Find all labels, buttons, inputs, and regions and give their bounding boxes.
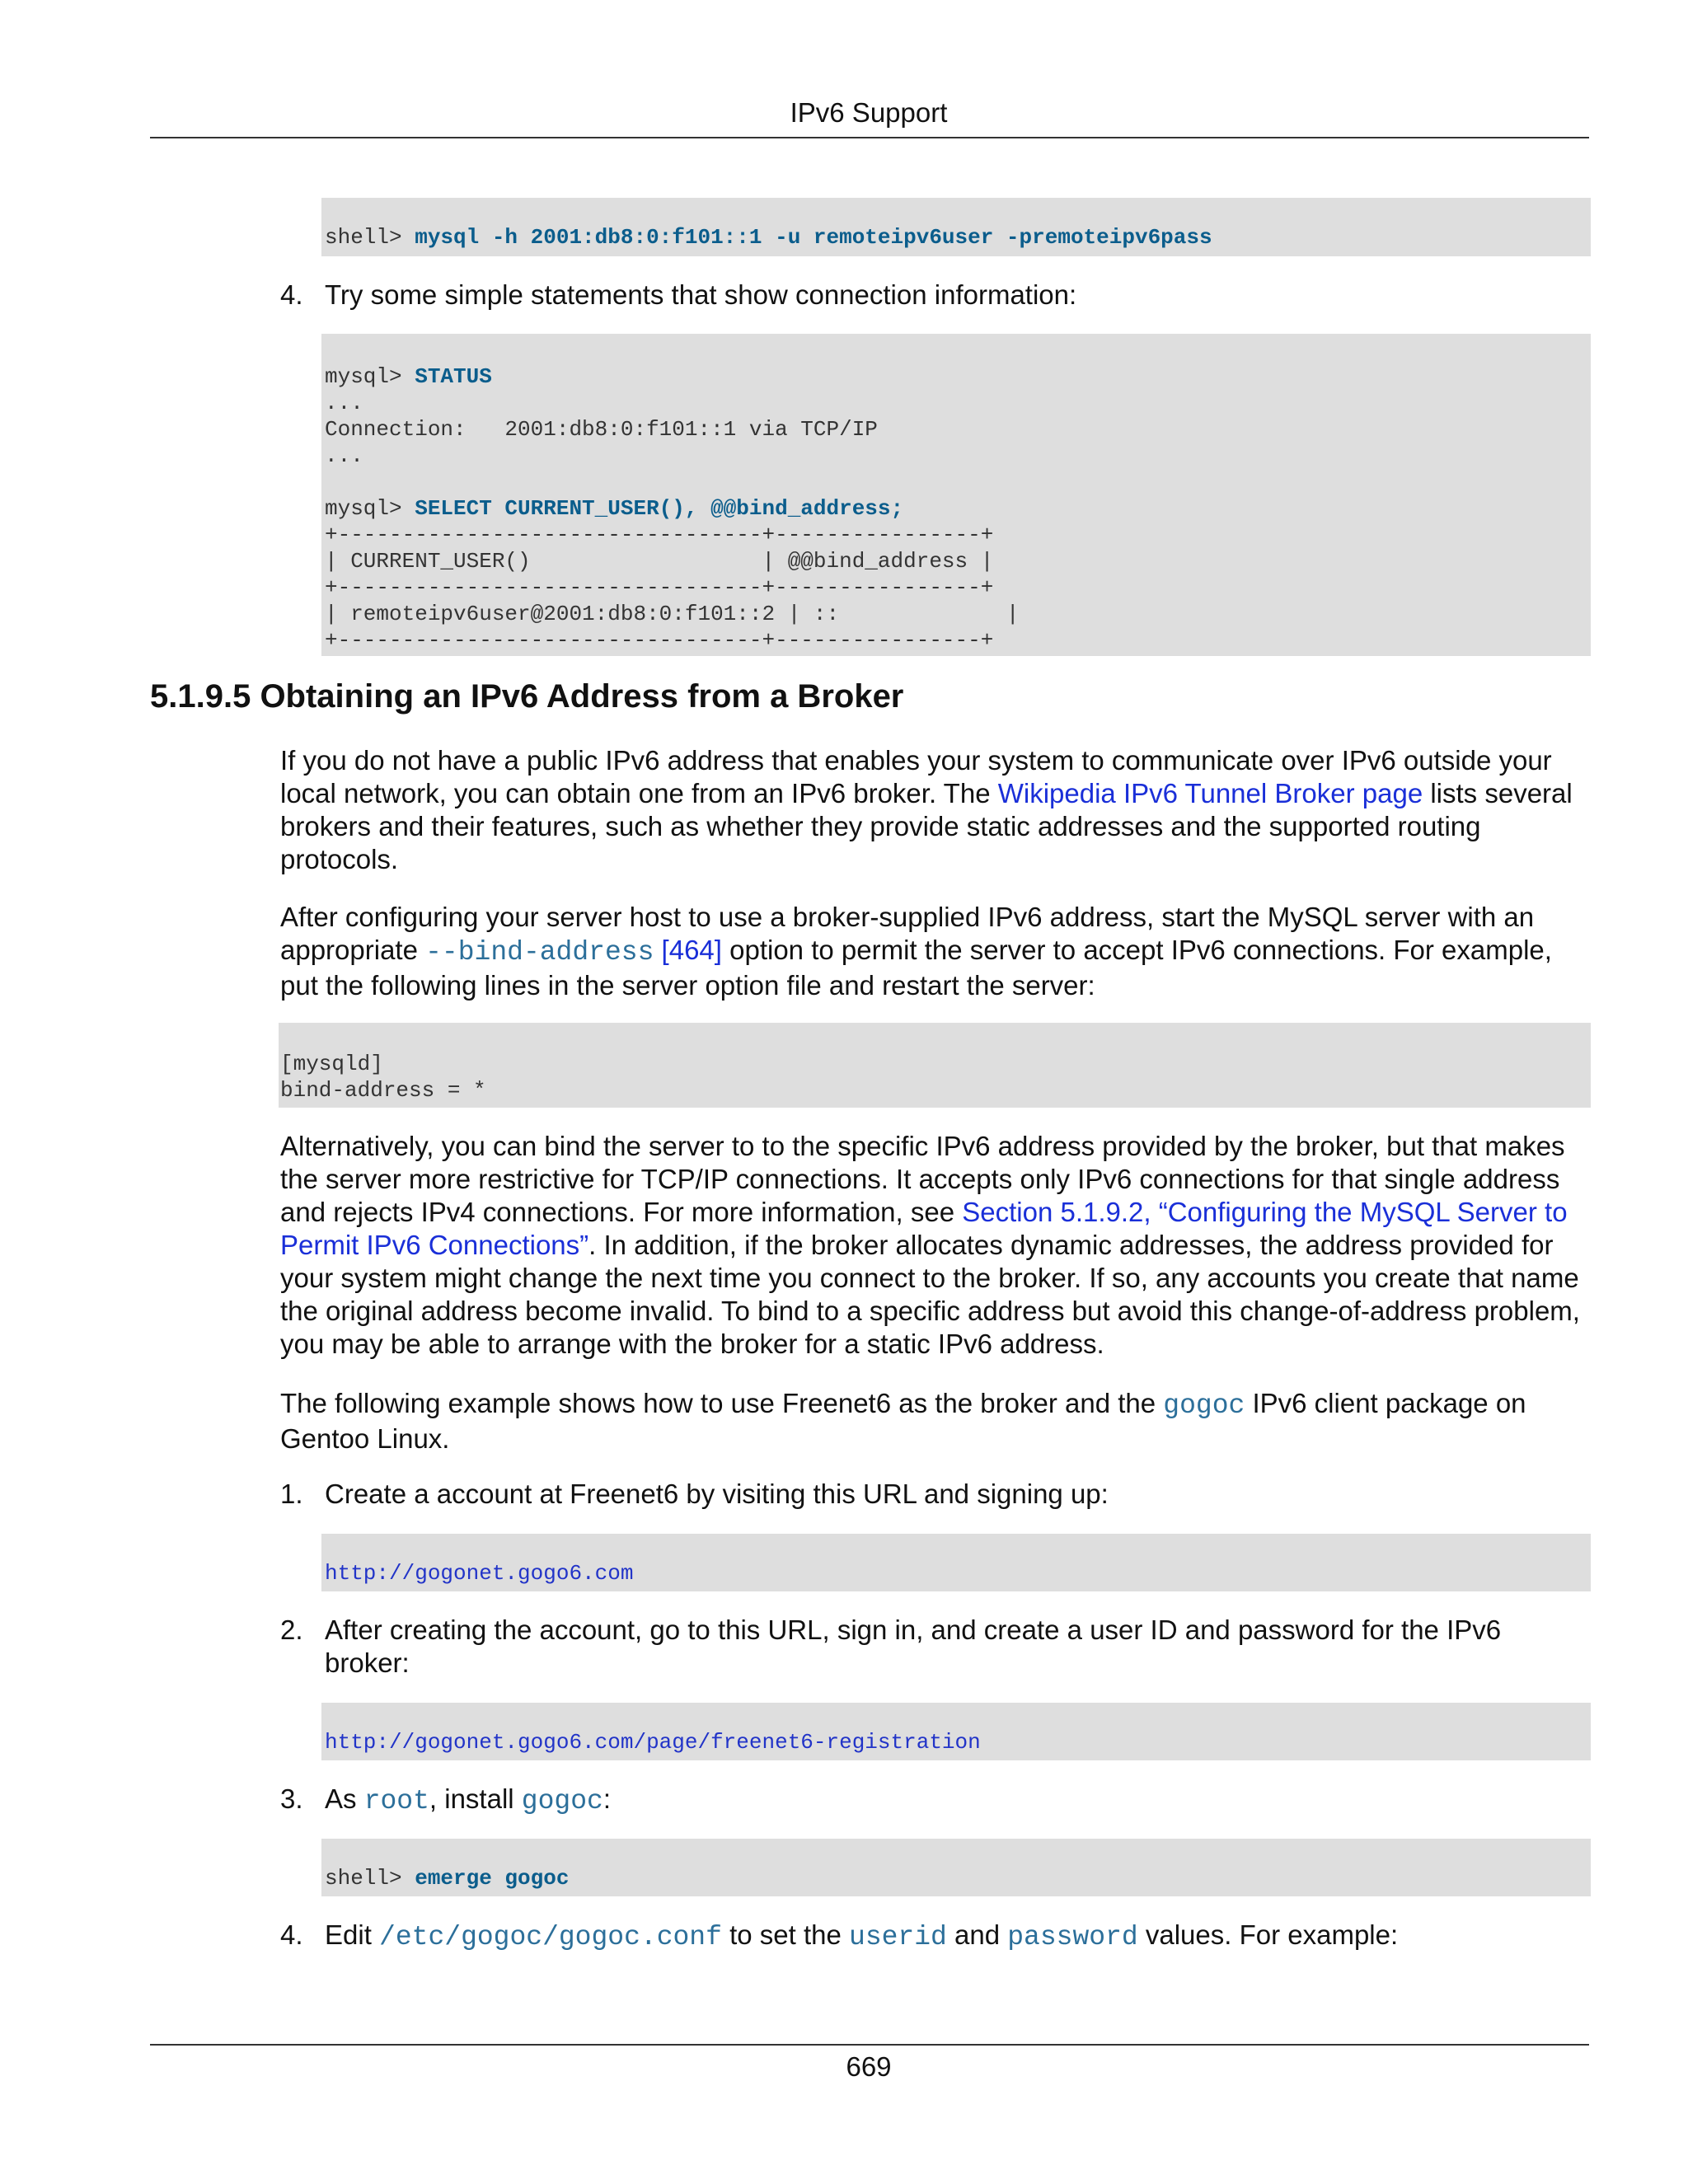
section-heading: 5.1.9.5 Obtaining an IPv6 Address from a Broker — [150, 678, 904, 715]
code-command: SELECT CURRENT_USER(), @@bind_address; — [415, 496, 904, 521]
page-number: 669 — [846, 2051, 892, 2082]
code-command: mysql -h 2001:db8:0:f101::1 -u remoteipv6user -premoteipv6pass — [415, 225, 1212, 250]
code-prompt: shell> — [325, 1866, 415, 1891]
bind-address-option-link[interactable]: --bind-address — [425, 937, 654, 968]
section-5-1-9-2-link[interactable]: Section 5.1.9.2, “Configuring the MySQL Server to Permit IPv6 Connections” — [280, 1197, 1568, 1260]
userid-literal: userid — [849, 1922, 947, 1952]
password-literal: password — [1007, 1922, 1138, 1952]
paragraph: The following example shows how to use Freenet6 as the broker and the gogoc IPv6 client package on Gentoo Linux. — [280, 1388, 1526, 1454]
step-number: 4. — [280, 1919, 303, 1950]
code-block-mysql-connect — [321, 198, 1591, 256]
step-text: As root, install gogoc: — [325, 1783, 611, 1816]
gogoc-literal: gogoc — [1163, 1390, 1245, 1421]
config-path-literal: /etc/gogoc/gogoc.conf — [379, 1922, 722, 1952]
code-block-url — [321, 1703, 1591, 1760]
registration-url[interactable]: http://gogonet.gogo6.com/page/freenet6-registration — [325, 1730, 981, 1755]
paragraph: If you do not have a public IPv6 address that enables your system to communicate over IPv6 outside your local network, you can obtain one from an IPv6 broker. The Wikipedia IPv6 Tunnel Broker page lists several brokers and their features, such as whether they provide static addresses and the supported routing protocols. — [280, 745, 1573, 874]
gogonet-url[interactable]: http://gogonet.gogo6.com — [325, 1561, 634, 1586]
code-prompt: mysql> — [325, 364, 415, 389]
code-prompt: shell> — [325, 225, 415, 250]
option-ref-link[interactable]: [464] — [654, 935, 722, 965]
code-block-option-file: [mysqld] bind-address = * — [279, 1023, 1591, 1108]
running-header: IPv6 Support — [790, 97, 948, 128]
step-text: Try some simple statements that show connection information: — [325, 279, 1077, 310]
code-command: emerge gogoc — [415, 1866, 570, 1891]
code-block-emerge — [321, 1839, 1591, 1896]
step-text: Edit /etc/gogoc/gogoc.conf to set the userid and password values. For example: — [325, 1919, 1399, 1952]
code-prompt: mysql> — [325, 496, 415, 521]
code-output: +---------------------------------+----------------+ | CURRENT_USER() | @@bind_address | +---------------------------------+----------------+ | remoteipv6user@2001:db8:0:f101::2 | :: | +---------------------------------+----------------+ — [325, 523, 1020, 653]
step-number: 2. — [280, 1615, 303, 1645]
step-number: 4. — [280, 279, 303, 310]
step-number: 3. — [280, 1783, 303, 1814]
code-block-url — [321, 1534, 1591, 1591]
footer-rule — [150, 2044, 1589, 2046]
code-output: ... Connection: 2001:db8:0:f101::1 via TCP/IP ... — [325, 391, 878, 468]
step-text: After creating the account, go to this URL, sign in, and create a user ID and password for the IPv6 broker: — [325, 1615, 1502, 1678]
code-command: STATUS — [415, 364, 492, 389]
wikipedia-broker-link[interactable]: Wikipedia IPv6 Tunnel Broker page — [997, 778, 1423, 808]
root-literal: root — [363, 1786, 429, 1816]
header-rule — [150, 137, 1589, 138]
paragraph: Alternatively, you can bind the server to to the specific IPv6 address provided by the broker, but that makes the server more restrictive for TCP/IP connections. It accepts only IPv6 connections for that single address and rejects IPv4 connections. For more information, see Section 5.1.9.2, “Configuring the MySQL Server to Permit IPv6 Connections”. In addition, if the broker allocates dynamic addresses, the address provided for your system might change the next time you connect to the broker. If so, any accounts you create that name the original address become invalid. To bind to a specific address but avoid this change-of-address problem, you may be able to arrange with the broker for a static IPv6 address. — [280, 1131, 1580, 1359]
gogoc-literal: gogoc — [521, 1786, 603, 1816]
code-block-mysql-status — [321, 334, 1591, 656]
step-number: 1. — [280, 1479, 303, 1509]
paragraph: After configuring your server host to use a broker-supplied IPv6 address, start the MySQL server with an appropriate --bind-address [464] option to permit the server to accept IPv6 connections. For example, put the following lines in the server option file and restart the server: — [280, 902, 1552, 1001]
step-text: Create a account at Freenet6 by visiting this URL and signing up: — [325, 1479, 1109, 1509]
